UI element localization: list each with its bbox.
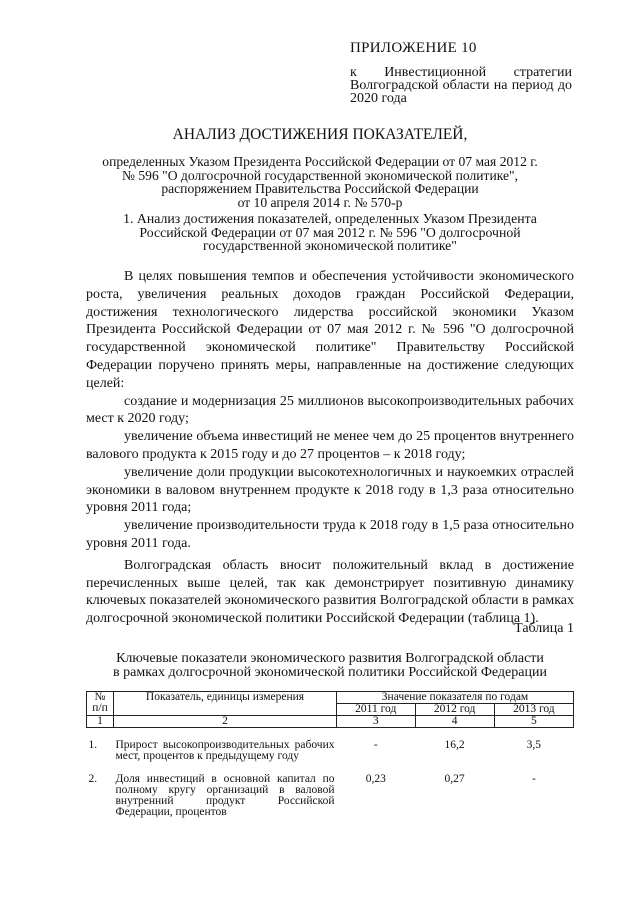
subtitle-line: распоряжением Правительства Российской Федерации <box>161 181 479 196</box>
section-title <box>80 212 580 253</box>
column-number: 3 <box>337 716 416 728</box>
header-values-group: Значение показателя по годам <box>337 692 574 704</box>
header-year: 2012 год <box>415 704 494 716</box>
section-title-line: государственной экономической политике" <box>203 238 457 253</box>
header-year: 2011 год <box>337 704 416 716</box>
header-number: № п/п <box>87 692 114 716</box>
row-value: 16,2 <box>444 739 465 751</box>
body-text <box>86 268 574 628</box>
subtitle-line: определенных Указом Президента Российской Федерации от 07 мая 2012 г. <box>102 154 538 169</box>
column-number: 4 <box>415 716 494 728</box>
table-header-row <box>87 692 574 704</box>
document-title: АНАЛИЗ ДОСТИЖЕНИЯ ПОКАЗАТЕЛЕЙ, <box>172 126 468 143</box>
subtitle-line: № 596 "О долгосрочной государственной экономической политике", <box>121 167 519 183</box>
conclusion-paragraph: Волгоградская область вносит положительный вклад в достижение перечисленных выше целей, так как демонстрирует позитивную динамику ключевых показателей экономического развития Волгоградской области в рамках долгосрочной экономической политики Российской Федерации (таблица 1). <box>86 557 574 627</box>
table-title <box>70 652 590 679</box>
subtitle-line: от 10 апреля 2014 г. № 570-р <box>237 194 403 210</box>
section-title-line: 1. Анализ достижения показателей, определенных Указом Президента <box>123 211 537 226</box>
table-row <box>87 762 574 818</box>
table-title-line: Ключевые показатели экономического развития Волгоградской области <box>116 651 544 666</box>
row-value: 3,5 <box>526 739 542 751</box>
goal-paragraph: увеличение доли продукции высокотехнологичных и наукоемких отраслей экономики в валовом внутреннем продукте к 2018 году в 1,3 раза относительно уровня 2011 года; <box>86 464 574 516</box>
row-value: - <box>373 739 378 751</box>
document-subtitle <box>60 155 580 209</box>
row-number: 2. <box>88 773 98 785</box>
goal-paragraph: увеличение объема инвестиций не менее чем до 25 процентов внутреннего валового продукта к 2015 году и до 27 процентов – к 2018 году; <box>86 429 574 462</box>
header-indicator: Показатель, единицы измерения <box>114 692 337 716</box>
row-value: 0,27 <box>444 773 465 785</box>
table-row <box>87 728 574 763</box>
row-value: 0,23 <box>365 773 386 785</box>
row-indicator: Доля инвестиций в основной капитал по полному кругу организаций в валовой внутренний продукт Российской Федерации, процентов <box>115 773 335 818</box>
goal-paragraph: увеличение производительности труда к 2018 году в 1,5 раза относительно уровня 2011 года. <box>86 518 574 551</box>
column-numbers-row <box>87 716 574 728</box>
appendix-title: ПРИЛОЖЕНИЕ 10 <box>350 40 477 56</box>
section-title-line: Российской Федерации от 07 мая 2012 г. № 596 "О долгосрочной <box>139 224 521 240</box>
intro-paragraph: В целях повышения темпов и обеспечения устойчивости экономического роста, увеличения реальных доходов граждан Российской Федерации, достижения технологического лидерства российской экономики Указом Президента Российской Федерации от 07 мая 2012 г. № 596 "О долгосрочной государственной экономической политике" Правительству Российской Федерации поручено принять меры, направленные на достижение следующих целей: <box>86 269 574 391</box>
table-label: Таблица 1 <box>514 621 574 636</box>
column-number: 1 <box>87 716 114 728</box>
row-value: - <box>531 773 536 785</box>
appendix-subtitle: к Инвестиционной стратегии Волгоградской области на период до 2020 года <box>350 65 572 106</box>
column-number: 5 <box>494 716 573 728</box>
row-number: 1. <box>88 739 98 751</box>
indicators-table <box>86 691 574 818</box>
column-number: 2 <box>114 716 337 728</box>
table-title-line: в рамках долгосрочной экономической политики Российской Федерации <box>113 664 547 680</box>
goal-paragraph: создание и модернизация 25 миллионов высокопроизводительных рабочих мест к 2020 году; <box>86 393 574 427</box>
header-year: 2013 год <box>494 704 573 716</box>
row-indicator: Прирост высокопроизводительных рабочих мест, процентов к предыдущему году <box>115 739 335 762</box>
